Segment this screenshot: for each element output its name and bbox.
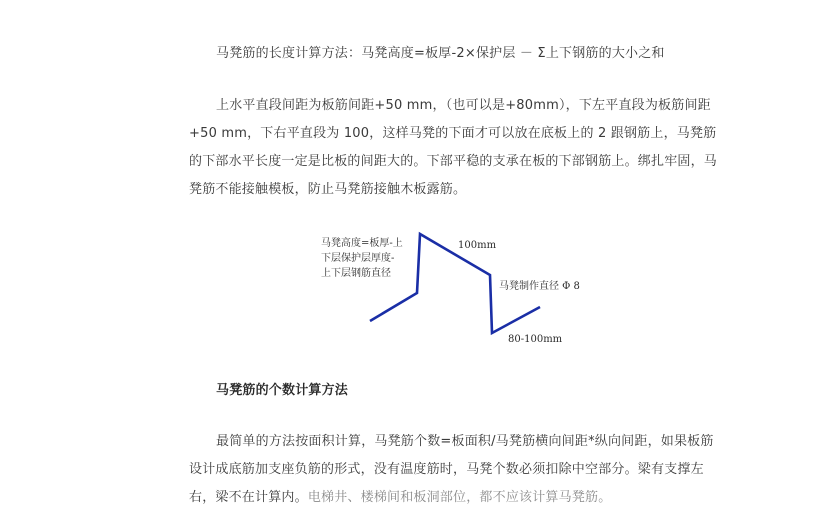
- bottom-length-label: 80-100mm: [508, 334, 563, 345]
- height-label-line3: 上下层钢筋直径: [321, 268, 391, 279]
- formula-text: 马凳筋的长度计算方法：马凳高度=板厚-2×保护层 － Σ上下钢筋的大小之和: [216, 46, 665, 61]
- count-method-text: 最简单的方法按面积计算，马凳筋个数=板面积/马凳筋横向间距*纵向间距，如果板筋设计成底筋加支座负筋的形式，没有温度筋时，马凳个数必须扣除中空部分。梁有支撑左右，梁不在计算内。: [189, 434, 714, 505]
- height-label-line2: 下层保护层厚度-: [321, 253, 395, 264]
- paragraph-count-method: [189, 428, 721, 512]
- stool-bar-diagram: [300, 225, 600, 355]
- paragraph-spacing: 上水平直段间距为板筋间距+50 mm，（也可以是+80mm），下左平直段为板筋间距+50 mm，下右平直段为 100，这样马凳的下面才可以放在底板上的 2 跟钢筋上，马凳筋的下部水平长度一定是比板的间距大的。下部平稳的支承在板的下部钢筋上。绑扎牢固，马凳筋不能接触模板，防止马凳筋接触木板露筋。: [189, 98, 718, 197]
- section-heading: 马凳筋的个数计算方法: [216, 383, 349, 398]
- top-length-label: 100mm: [458, 240, 497, 251]
- height-label-line1: 马凳高度=板厚-上: [321, 238, 403, 249]
- diameter-label: 马凳制作直径 Φ 8: [499, 281, 580, 292]
- count-method-tail: 电梯井、楼梯间和板洞部位，都不应该计算马凳筋。: [307, 490, 612, 505]
